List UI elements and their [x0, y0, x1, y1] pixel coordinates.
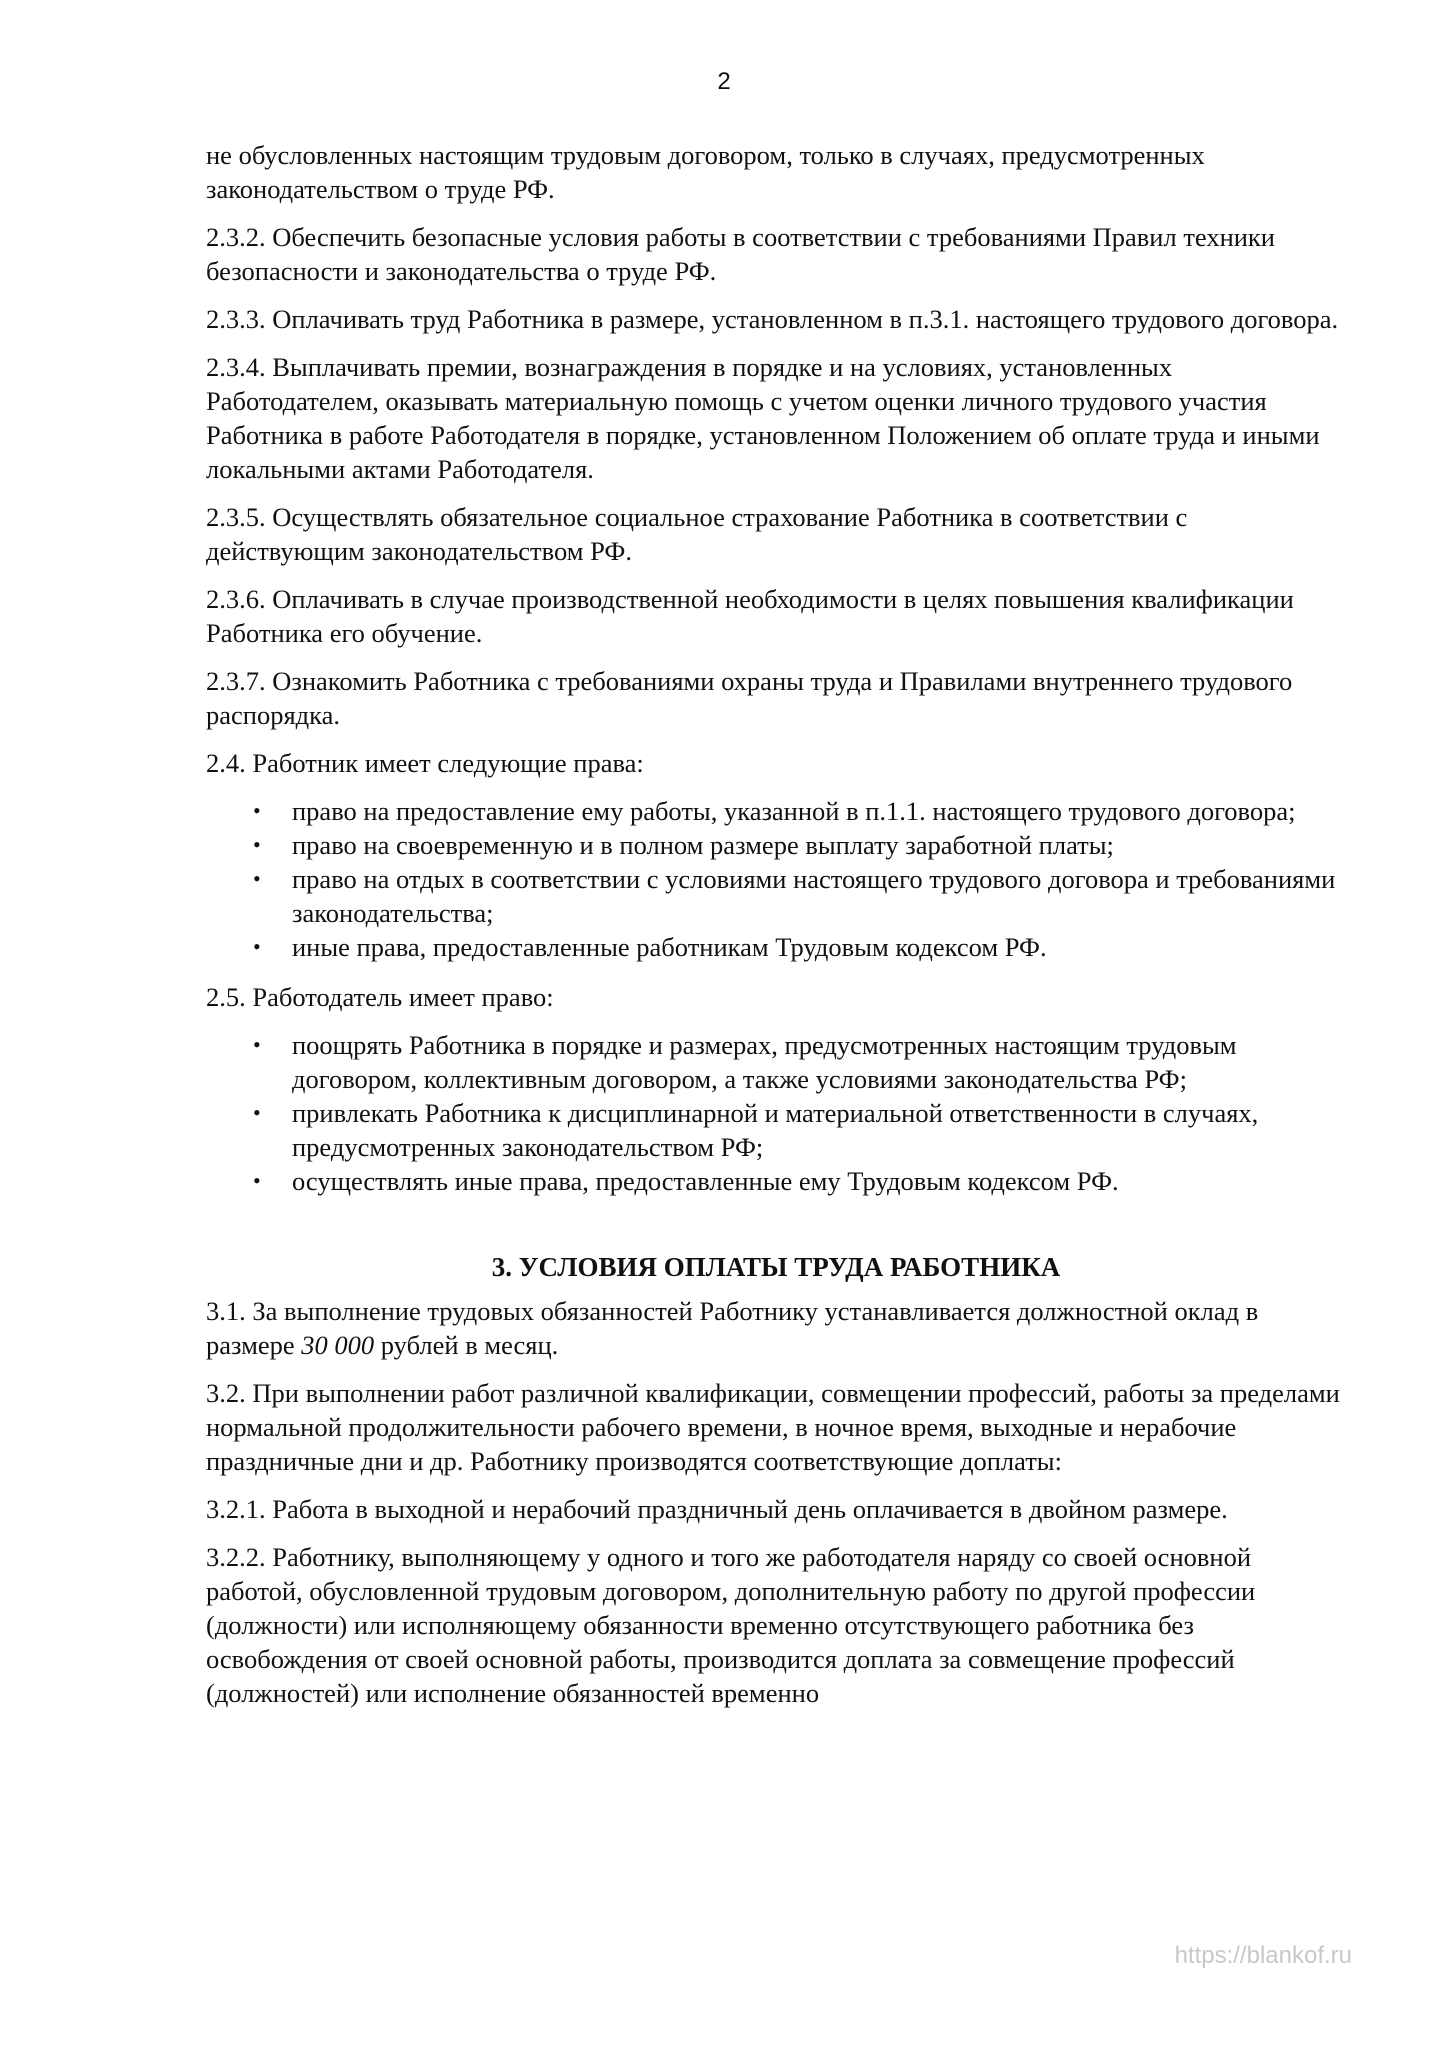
list-item-text: право на своевременную и в полном размере выплату заработной платы; — [292, 830, 1114, 860]
paragraph-2-3-5: 2.3.5. Осуществлять обязательное социальное страхование Работника в соответствии с действующим законодательством РФ. — [206, 502, 1188, 566]
bullet-icon: • — [253, 832, 261, 857]
list-item-text: привлекать Работника к дисциплинарной и материальной ответственности в случаях, предусмотренных законодательством РФ; — [292, 1098, 1259, 1162]
list-item — [206, 1096, 1346, 1164]
paragraph-2-5-intro: 2.5. Работодатель имеет право: — [206, 982, 554, 1012]
paragraph-3-2-1: 3.2.1. Работа в выходной и нерабочий праздничный день оплачивается в двойном размере. — [206, 1494, 1228, 1524]
paragraph-2-3-6: 2.3.6. Оплачивать в случае производственной необходимости в целях повышения квалификации Работника его обучение. — [206, 584, 1294, 648]
employee-rights-list — [206, 794, 1346, 964]
list-item-text: поощрять Работника в порядке и размерах, предусмотренных настоящим трудовым договором, коллективным договором, а также условиями законодательства РФ; — [292, 1030, 1237, 1094]
paragraph-2-3-4: 2.3.4. Выплачивать премии, вознаграждения в порядке и на условиях, установленных Работодателем, оказывать материальную помощь с учетом оценки личного трудового участия Работника в работе Работодателя в порядке, установленном Положением об оплате труда и иными локальными актами Работодателя. — [206, 352, 1320, 484]
document-body — [206, 138, 1346, 1724]
paragraph-3-1 — [206, 1294, 1346, 1362]
bullet-icon: • — [253, 1168, 261, 1193]
list-item — [206, 794, 1346, 828]
list-item — [206, 828, 1346, 862]
paragraph-3-2: 3.2. При выполнении работ различной квалификации, совмещении профессий, работы за пределами нормальной продолжительности рабочего времени, в ночное время, выходные и нерабочие праздничные дни и др. Работнику производятся соответствующие доплаты: — [206, 1378, 1340, 1476]
paragraph-3-1-text-after: рублей в месяц. — [374, 1330, 559, 1360]
list-item — [206, 930, 1346, 964]
paragraph-3-2-2: 3.2.2. Работнику, выполняющему у одного и того же работодателя наряду со своей основной работой, обусловленной трудовым договором, дополнительную работу по другой профессии (должности) или исполняющему обязанности временно отсутствующего работника без освобождения от своей основной работы, производится доплата за совмещение профессий (должностей) или исполнение обязанностей временно — [206, 1542, 1256, 1708]
paragraph-2-3-7: 2.3.7. Ознакомить Работника с требованиями охраны труда и Правилами внутреннего трудового распорядка. — [206, 666, 1293, 730]
paragraph-2-3-3: 2.3.3. Оплачивать труд Работника в размере, установленном в п.3.1. настоящего трудового договора. — [206, 304, 1339, 334]
paragraph-3-1-text-before: 3.1. За выполнение трудовых обязанностей Работнику устанавливается должностной оклад в размере — [206, 1296, 1259, 1360]
paragraph-2-4-intro: 2.4. Работник имеет следующие права: — [206, 748, 644, 778]
list-item — [206, 1028, 1346, 1096]
salary-amount: 30 000 — [301, 1330, 375, 1360]
list-item-text: право на предоставление ему работы, указанной в п.1.1. настоящего трудового договора; — [292, 796, 1296, 826]
employer-rights-list — [206, 1028, 1346, 1198]
paragraph-2-3-2: 2.3.2. Обеспечить безопасные условия работы в соответствии с требованиями Правил техники безопасности и законодательства о труде РФ. — [206, 222, 1275, 286]
bullet-icon: • — [253, 1032, 261, 1057]
list-item — [206, 1164, 1346, 1198]
list-item-text: право на отдых в соответствии с условиями настоящего трудового договора и требованиями законодательства; — [292, 864, 1336, 928]
paragraph-continuation: не обусловленных настоящим трудовым договором, только в случаях, предусмотренных законодательством о труде РФ. — [206, 140, 1205, 204]
list-item-text: осуществлять иные права, предоставленные ему Трудовым кодексом РФ. — [292, 1166, 1119, 1196]
bullet-icon: • — [253, 798, 261, 823]
page-number: 2 — [717, 68, 731, 95]
bullet-icon: • — [253, 934, 261, 959]
bullet-icon: • — [253, 1100, 261, 1125]
list-item-text: иные права, предоставленные работникам Трудовым кодексом РФ. — [292, 932, 1047, 962]
section-3-heading: 3. УСЛОВИЯ ОПЛАТЫ ТРУДА РАБОТНИКА — [491, 1252, 1061, 1282]
bullet-icon: • — [253, 866, 261, 891]
list-item — [206, 862, 1346, 930]
watermark-link[interactable]: https://blankof.ru — [1174, 1942, 1352, 1969]
